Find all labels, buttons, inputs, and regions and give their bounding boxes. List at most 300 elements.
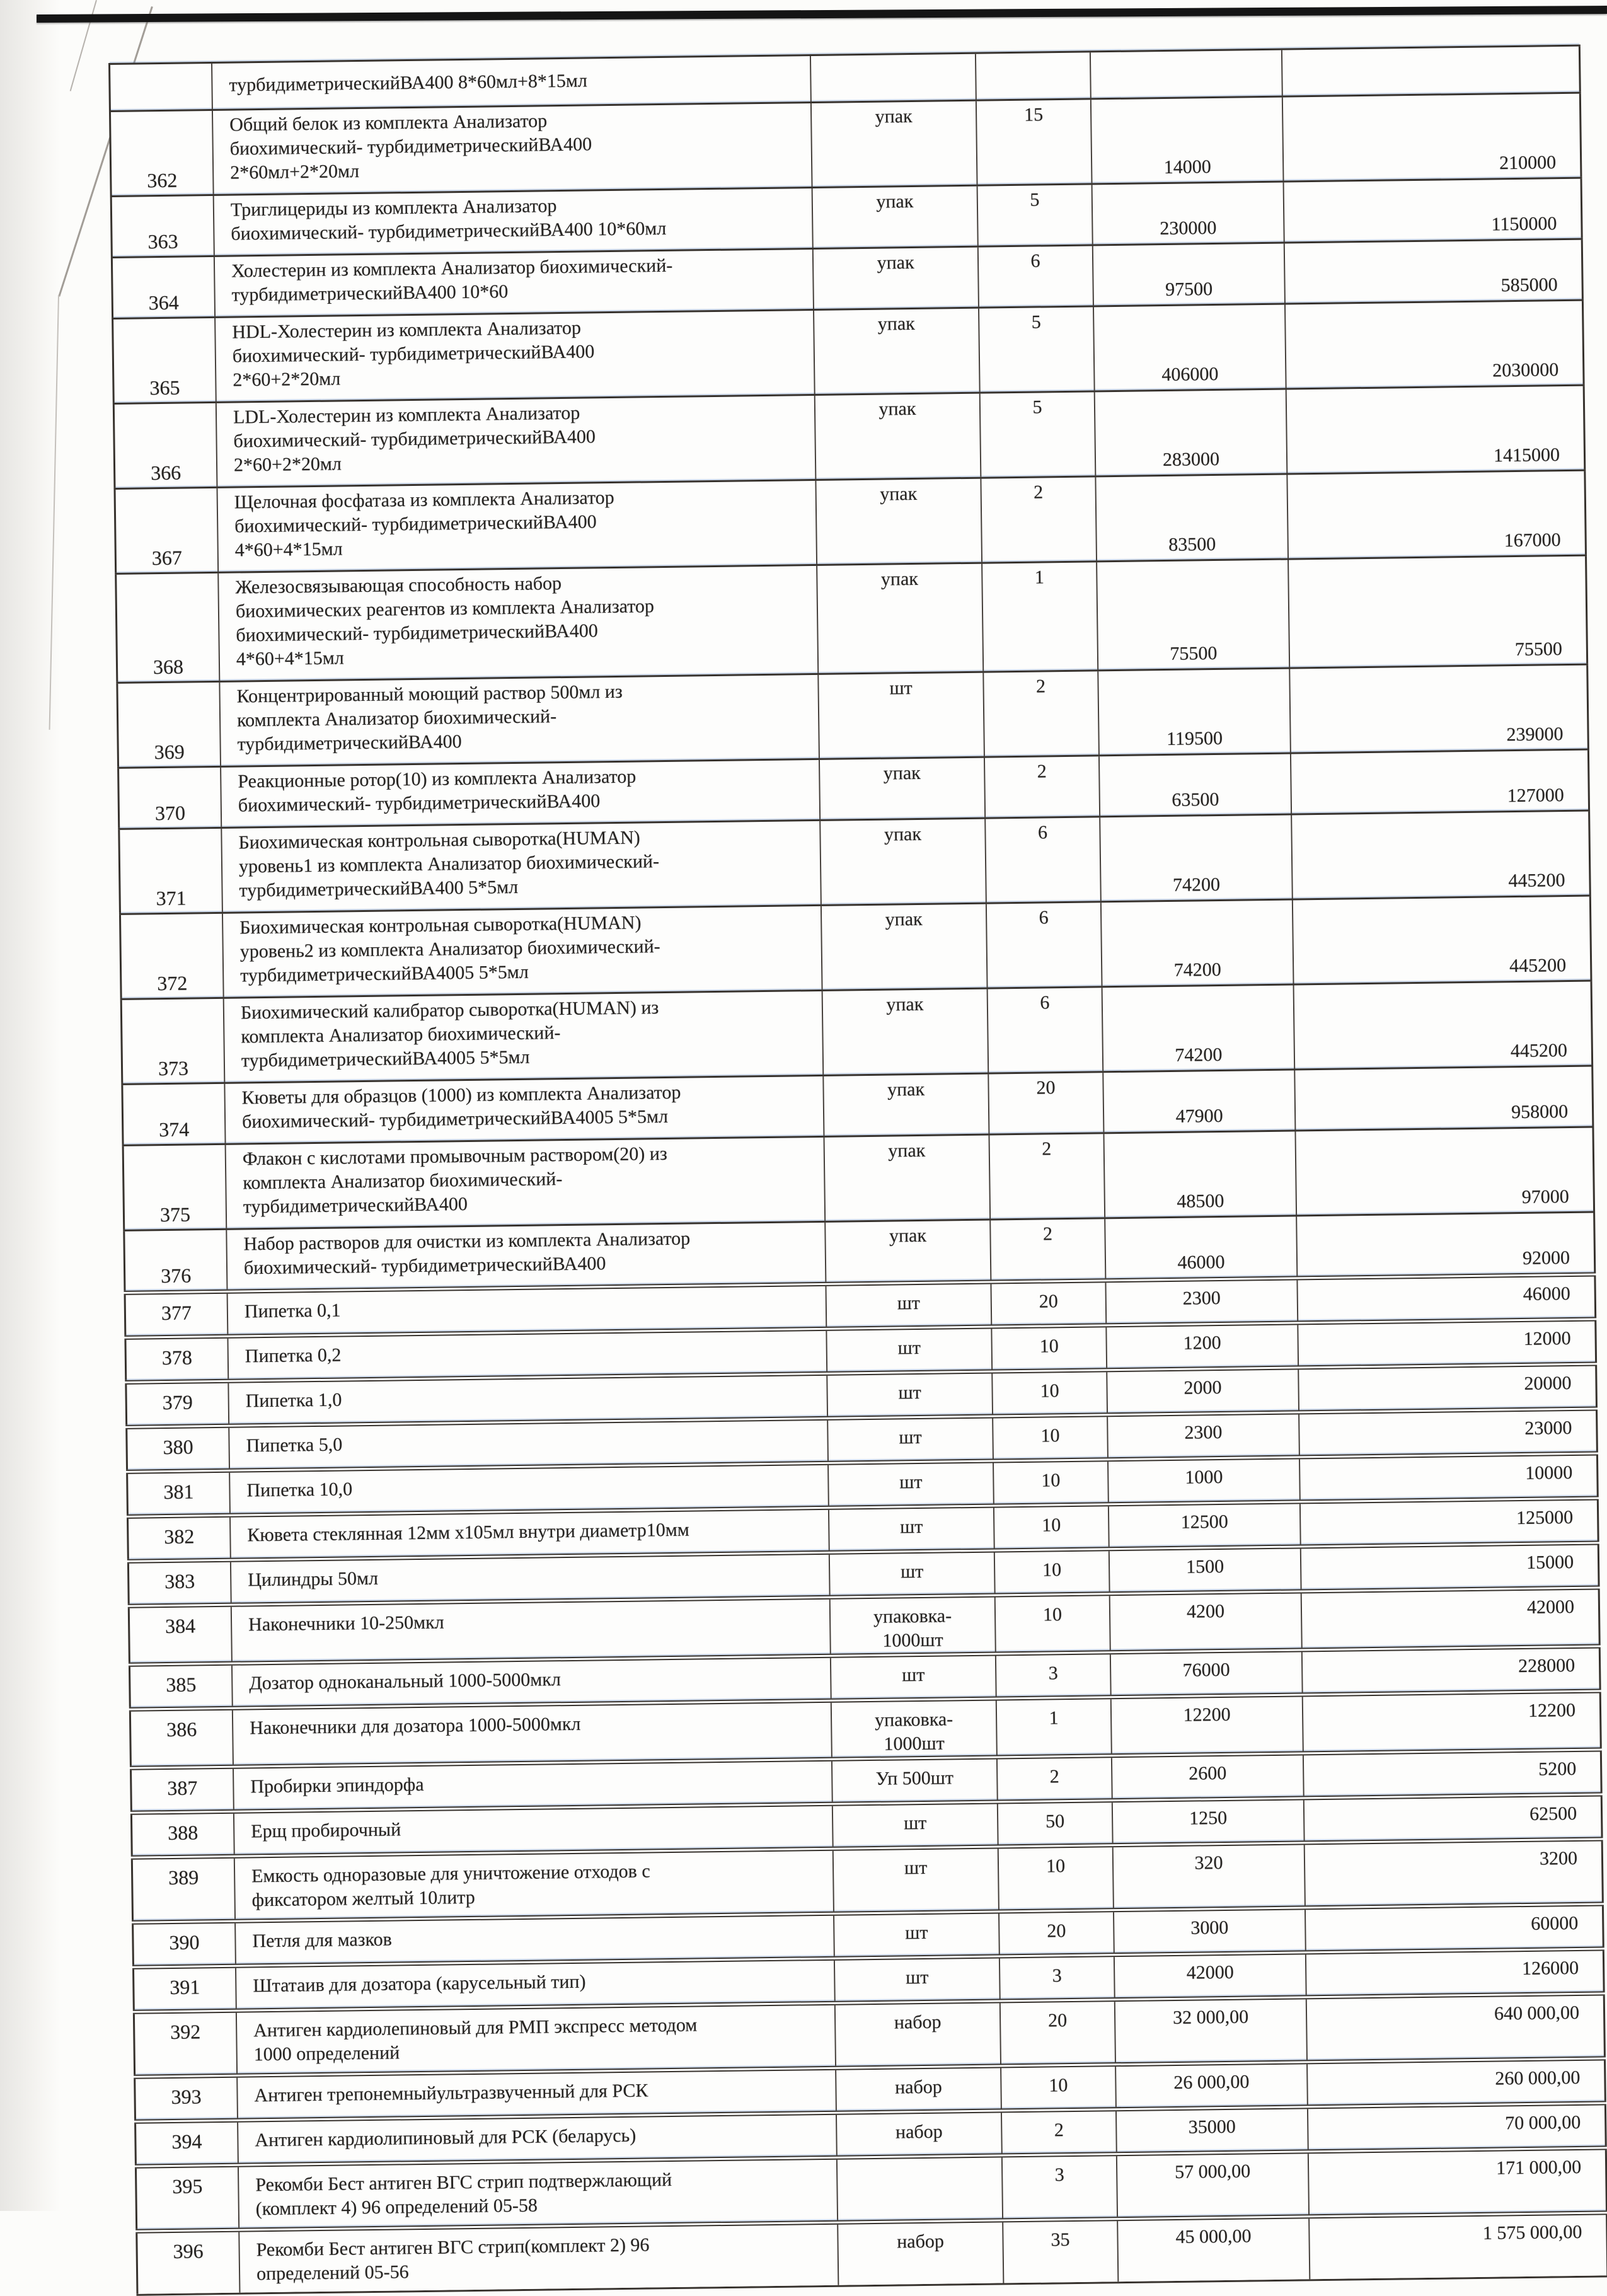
- unit-price-cell: [1110, 1549, 1302, 1591]
- total-price-cell: [1295, 1067, 1594, 1130]
- unit-cell: [834, 1849, 999, 1911]
- row-number-cell: [129, 1666, 233, 1707]
- unit-cell: [832, 1700, 998, 1757]
- total-price-cell: [1291, 751, 1590, 814]
- row-number-cell: [116, 683, 221, 767]
- unit-value: упак: [889, 1221, 926, 1249]
- quantity-cell: [1001, 2002, 1116, 2063]
- unit-price-value: 320: [1194, 1846, 1223, 1876]
- row-number: 394: [171, 2123, 202, 2154]
- quantity-value: 35: [1051, 2222, 1070, 2252]
- total-price-cell: [1305, 1796, 1603, 1840]
- row-number-cell: [135, 2167, 239, 2229]
- row-number-cell: [112, 318, 217, 403]
- unit-price-cell: [1110, 1593, 1303, 1650]
- item-description-cell: [231, 1510, 830, 1558]
- item-description: турбидиметрическийВА400 8*60мл+8*15мл: [212, 59, 592, 109]
- unit-price-cell: [1107, 1370, 1299, 1412]
- item-description: Флакон с кислотами промывочным раствором(20) из комплекта Анализатор биохимический- турбидиметрическийВА400: [226, 1139, 673, 1228]
- item-description: Концентрированный моющий раствор 500мл из комплекта Анализатор биохимический- турбидиметрическийВА400: [220, 678, 628, 766]
- total-price-value: 239000: [1506, 722, 1587, 750]
- unit-cell: [826, 1221, 991, 1282]
- unit-price-value: 74200: [1173, 958, 1221, 985]
- item-description: LDL-Холестерин из комплекта Анализатор биохимический- турбидиметрическийВА400 2*60+2*20мл: [217, 398, 601, 487]
- unit-price-value: 12200: [1183, 1698, 1231, 1728]
- unit-price-cell: [1107, 1325, 1299, 1368]
- total-price-value: 5200: [1538, 1751, 1601, 1781]
- unit-cell: [837, 2113, 1003, 2155]
- item-description-cell: [223, 906, 823, 997]
- row-number-cell: [131, 1859, 236, 1920]
- unit-cell: [815, 394, 982, 479]
- quantity-value: 20: [1048, 2002, 1068, 2033]
- total-price-value: 260 000,00: [1495, 2060, 1604, 2091]
- quantity-cell: [979, 246, 1094, 306]
- unit-price-cell: [1114, 1845, 1306, 1908]
- total-price-value: 23000: [1524, 1411, 1596, 1441]
- quantity-cell: [1001, 2067, 1117, 2108]
- unit-value: шт: [889, 674, 913, 700]
- item-description: Антиген трепонемныйультразвученный для РСК: [238, 2072, 654, 2118]
- quantity-value: 2: [1049, 1758, 1059, 1789]
- quantity-cell: [978, 185, 1093, 245]
- total-price-value: 1150000: [1491, 212, 1581, 239]
- quantity-cell: [996, 1596, 1111, 1651]
- total-price-cell: [1296, 1128, 1595, 1215]
- unit-price-value: 63500: [1172, 788, 1219, 815]
- row-number: 387: [167, 1769, 198, 1800]
- total-price-cell: [1282, 47, 1581, 96]
- unit-price-value: 75500: [1170, 642, 1218, 669]
- item-description: Цилиндры 50мл: [231, 1560, 383, 1603]
- unit-price-cell: [1091, 98, 1284, 183]
- unit-price-cell: [1096, 475, 1289, 561]
- scanner-margin-strip: [0, 0, 60, 2211]
- unit-value: набор: [895, 2069, 942, 2100]
- unit-price-value: 1250: [1189, 1801, 1228, 1831]
- total-price-cell: [1297, 1213, 1596, 1276]
- item-description-cell: [236, 1961, 836, 2009]
- unit-cell: [828, 1419, 994, 1461]
- total-price-cell: [1286, 301, 1585, 388]
- quantity-value: 5: [1031, 308, 1041, 334]
- unit-cell: [811, 54, 977, 101]
- unit-price-value: 406000: [1161, 362, 1219, 389]
- item-description: Пипетка 5,0: [229, 1426, 347, 1468]
- item-description-cell: [219, 566, 819, 681]
- unit-value: упак: [883, 759, 920, 786]
- row-number: 396: [173, 2232, 204, 2263]
- row-number-cell: [111, 257, 216, 318]
- row-number: 389: [168, 1859, 199, 1889]
- unit-value: шт: [902, 1657, 925, 1687]
- quantity-value: 1: [1049, 1700, 1059, 1730]
- item-description-cell: [238, 2070, 837, 2118]
- unit-value: шт: [906, 1959, 929, 1990]
- quantity-cell: [987, 903, 1103, 987]
- item-description: Щелочная фосфатаза из комплекта Анализатор биохимический- турбидиметрическийВА400 4*60+4*15мл: [217, 483, 620, 572]
- row-number-cell: [121, 1084, 226, 1145]
- total-price-value: 585000: [1500, 273, 1582, 301]
- row-number: 367: [152, 546, 183, 573]
- unit-price-value: 1200: [1183, 1326, 1221, 1356]
- total-price-cell: [1290, 666, 1589, 753]
- unit-cell: [827, 1374, 993, 1416]
- unit-price-cell: [1109, 1459, 1301, 1502]
- unit-value: упак: [884, 820, 921, 847]
- unit-cell: [829, 1463, 994, 1506]
- unit-price-cell: [1102, 900, 1294, 986]
- quantity-cell: [1003, 2221, 1119, 2283]
- unit-cell: [814, 248, 979, 309]
- row-number: 363: [147, 229, 178, 257]
- quantity-value: 3: [1048, 1655, 1058, 1685]
- unit-price-cell: [1094, 305, 1287, 391]
- row-number: 373: [158, 1056, 189, 1083]
- row-number: 366: [151, 461, 181, 488]
- unit-cell: [830, 1553, 996, 1595]
- row-number: 391: [170, 1968, 200, 1999]
- unit-price-value: 3000: [1190, 1911, 1229, 1941]
- total-price-value: 125000: [1516, 1501, 1598, 1531]
- unit-cell: [817, 564, 984, 673]
- total-price-cell: [1303, 1648, 1601, 1692]
- quantity-cell: [985, 756, 1100, 817]
- quantity-cell: [996, 1654, 1112, 1696]
- item-description-cell: [212, 56, 812, 109]
- unit-price-cell: [1114, 1910, 1306, 1953]
- item-description: Кюветы для образцов (1000) из комплекта Анализатор биохимический- турбидиметрическийВА4005 5*5мл: [225, 1078, 686, 1143]
- quantity-cell: [993, 1417, 1109, 1458]
- quantity-cell: [1000, 1957, 1115, 1999]
- unit-value: упак: [877, 248, 914, 275]
- unit-price-cell: [1093, 244, 1286, 306]
- unit-cell: [831, 1598, 996, 1654]
- unit-price-cell: [1112, 1755, 1305, 1798]
- item-description: Рекомби Бест антиген ВГС стрип(комплект 2) 96 определений 05-56: [239, 2227, 655, 2292]
- unit-price-cell: [1103, 985, 1296, 1071]
- unit-value: шт: [897, 1330, 921, 1360]
- unit-cell: [825, 1136, 991, 1221]
- unit-value: шт: [904, 1850, 928, 1880]
- unit-value: шт: [897, 1285, 920, 1315]
- unit-price-cell: [1104, 1131, 1297, 1217]
- row-number: 390: [169, 1924, 200, 1954]
- quantity-cell: [986, 817, 1102, 902]
- unit-cell: [814, 309, 981, 394]
- unit-cell: [826, 1284, 992, 1327]
- total-price-cell: [1283, 94, 1582, 181]
- item-description-cell: [217, 481, 817, 572]
- total-price-cell: [1284, 179, 1583, 242]
- quantity-value: 2: [1042, 1134, 1052, 1161]
- quantity-cell: [981, 477, 1097, 562]
- row-number-cell: [130, 1769, 234, 1811]
- row-number: 365: [149, 376, 180, 403]
- unit-value: набор: [897, 2224, 944, 2254]
- quantity-cell: [988, 988, 1104, 1072]
- scanner-edge-bar: [37, 6, 1607, 23]
- quantity-cell: [998, 1758, 1113, 1799]
- row-number: 380: [163, 1428, 193, 1459]
- row-number: 383: [164, 1562, 195, 1593]
- row-number-cell: [110, 196, 215, 257]
- item-description-cell: [228, 1331, 827, 1379]
- item-description-cell: [233, 1703, 832, 1765]
- unit-price-value: 57 000,00: [1175, 2154, 1251, 2184]
- total-price-value: 1415000: [1494, 443, 1584, 471]
- unit-price-value: 83500: [1168, 533, 1216, 560]
- unit-price-value: 283000: [1163, 447, 1220, 475]
- item-description: Реакционные ротор(10) из комплекта Анализатор биохимический- турбидиметрическийВА400: [221, 762, 642, 826]
- row-number-cell: [129, 1710, 234, 1766]
- item-description: Биохимический калибратор сыворотка(HUMAN) из комплекта Анализатор биохимический- турбидиметрическийВА4005 5*5мл: [224, 993, 665, 1082]
- unit-price-value: 1500: [1186, 1550, 1224, 1579]
- item-description-cell: [230, 1465, 829, 1513]
- unit-price-cell: [1115, 1954, 1307, 1997]
- total-price-value: 75500: [1515, 637, 1587, 664]
- item-description-cell: [236, 1916, 835, 1964]
- unit-price-value: 45 000,00: [1175, 2219, 1252, 2249]
- unit-price-cell: [1093, 183, 1285, 245]
- item-description: Кювета стеклянная 12мм х105мл внутри диаметр10мм: [231, 1512, 694, 1558]
- quantity-cell: [993, 1372, 1108, 1414]
- total-price-cell: [1307, 1995, 1606, 2060]
- row-number-cell: [132, 1924, 236, 1965]
- item-description: Емкость одноразовые для уничтожение отходов с фиксатором желтый 10литр: [235, 1853, 656, 1918]
- quantity-value: 10: [1049, 2067, 1068, 2097]
- total-price-value: 62500: [1529, 1796, 1601, 1826]
- item-description: Штатаив для дозатора (карусельный тип): [236, 1964, 591, 2009]
- total-price-value: 640 000,00: [1494, 1995, 1604, 2026]
- quantity-value: 6: [1038, 818, 1048, 845]
- quantity-cell: [979, 307, 1095, 391]
- unit-price-value: 74200: [1175, 1043, 1223, 1070]
- item-description-cell: [231, 1555, 831, 1603]
- item-description: Ерщ пробирочный: [234, 1811, 406, 1854]
- total-price-cell: [1287, 471, 1587, 558]
- quantity-value: 10: [1041, 1462, 1061, 1492]
- unit-price-value: 2300: [1184, 1416, 1223, 1445]
- item-description-cell: [233, 1658, 832, 1706]
- unit-value: шт: [904, 1805, 927, 1835]
- item-description-cell: [235, 1851, 834, 1919]
- total-price-value: 3200: [1540, 1841, 1602, 1871]
- unit-price-value: 26 000,00: [1173, 2065, 1250, 2096]
- row-number: 368: [153, 655, 184, 682]
- total-price-cell: [1294, 982, 1594, 1069]
- unit-price-cell: [1118, 2218, 1310, 2282]
- item-description-cell: [225, 1076, 824, 1143]
- row-number: 392: [170, 2013, 201, 2044]
- unit-cell: [819, 673, 985, 758]
- item-description: Биохимическая контрольная сыворотка(HUMAN) уровень2 из комплекта Анализатор биохимический- турбидиметрическийВА4005 5*5мл: [223, 908, 666, 997]
- row-number: 362: [147, 168, 178, 195]
- item-description: Рекомби Бест антиген ВГС стрип подтвержлающий (комплект 4) 96 определений 05-58: [239, 2162, 677, 2228]
- total-price-cell: [1293, 897, 1593, 984]
- total-price-cell: [1289, 557, 1588, 667]
- row-number-cell: [125, 1428, 230, 1470]
- unit-price-cell: [1091, 50, 1283, 98]
- quantity-cell: [977, 100, 1093, 184]
- total-price-value: 171 000,00: [1496, 2150, 1606, 2180]
- unit-value: шт: [901, 1554, 924, 1584]
- quantity-value: 5: [1030, 185, 1040, 212]
- unit-cell: [827, 1329, 993, 1371]
- item-description: Антиген кардиолепиновый для РМП экспресс методом 1000 определений: [237, 2007, 703, 2073]
- unit-value: упак: [878, 309, 915, 337]
- quantity-value: 2: [1034, 478, 1044, 504]
- quantity-value: 15: [1024, 100, 1044, 127]
- unit-value: упак: [885, 905, 922, 932]
- total-price-value: 228000: [1518, 1648, 1599, 1678]
- unit-cell: [831, 1656, 997, 1698]
- row-number-cell: [113, 403, 218, 488]
- quantity-cell: [989, 1134, 1105, 1218]
- total-price-cell: [1305, 1841, 1604, 1905]
- row-number: 376: [161, 1264, 192, 1291]
- total-price-value: 60000: [1531, 1906, 1603, 1935]
- item-description: Пипетка 0,2: [228, 1337, 346, 1378]
- item-description-cell: [227, 1223, 826, 1289]
- item-description: Дозатор одноканальный 1000-5000мкл: [233, 1661, 566, 1706]
- unit-price-value: 2600: [1189, 1757, 1227, 1786]
- unit-cell: [813, 187, 979, 248]
- unit-value: шт: [899, 1464, 923, 1494]
- row-number-cell: [115, 574, 220, 682]
- total-price-value: 958000: [1511, 1100, 1593, 1128]
- item-description-cell: [214, 188, 814, 255]
- quantity-value: 2: [1037, 757, 1047, 783]
- total-price-cell: [1300, 1455, 1599, 1499]
- quantity-value: 3: [1054, 2157, 1064, 2187]
- item-description: Пробирки эпиндорфа: [234, 1767, 429, 1809]
- quantity-cell: [998, 1803, 1114, 1844]
- unit-value: набор: [896, 2114, 943, 2145]
- unit-price-value: 76000: [1182, 1653, 1230, 1683]
- row-number: 378: [161, 1339, 192, 1370]
- quantity-cell: [999, 1847, 1114, 1909]
- total-price-value: 167000: [1504, 528, 1585, 556]
- quantity-cell: [1003, 2156, 1118, 2218]
- total-price-value: 126000: [1522, 1951, 1603, 1981]
- row-number-cell: [123, 1230, 228, 1291]
- unit-value: Уп 500шт: [875, 1760, 953, 1791]
- total-price-value: 127000: [1507, 783, 1589, 811]
- row-number: 388: [168, 1814, 199, 1845]
- quantity-value: 10: [1040, 1417, 1060, 1448]
- quantity-cell: [995, 1551, 1110, 1593]
- item-description-cell: [234, 1806, 834, 1854]
- quantity-value: 20: [1039, 1283, 1058, 1313]
- total-price-cell: [1306, 1906, 1604, 1950]
- quantity-cell: [976, 52, 1091, 99]
- row-number: 370: [155, 801, 186, 828]
- unit-price-value: 48500: [1177, 1189, 1224, 1216]
- total-price-cell: [1298, 1321, 1597, 1365]
- total-price-cell: [1308, 2105, 1607, 2149]
- unit-cell: [816, 479, 982, 564]
- total-price-cell: [1304, 1751, 1603, 1796]
- item-description-cell: [237, 2005, 836, 2074]
- unit-price-value: 32 000,00: [1173, 2000, 1249, 2031]
- total-price-value: 210000: [1499, 151, 1581, 178]
- row-number: 364: [149, 291, 180, 318]
- unit-price-cell: [1112, 1697, 1304, 1753]
- unit-price-value: 1000: [1185, 1460, 1223, 1490]
- row-number-cell: [132, 1968, 237, 2010]
- quantity-cell: [989, 1073, 1104, 1133]
- item-description: Пипетка 10,0: [230, 1471, 357, 1513]
- unit-price-value: 42000: [1186, 1956, 1234, 1985]
- item-description-cell: [229, 1421, 829, 1468]
- item-description-cell: [216, 311, 815, 401]
- item-description-cell: [234, 1762, 833, 1809]
- total-price-value: 445200: [1509, 954, 1591, 981]
- unit-cell: [835, 1958, 1001, 2000]
- unit-price-value: 230000: [1160, 216, 1217, 243]
- unit-value: шт: [899, 1419, 922, 1450]
- quantity-value: 20: [1036, 1073, 1056, 1100]
- row-number-cell: [119, 914, 224, 998]
- unit-cell: [820, 758, 986, 819]
- quantity-value: 6: [1040, 988, 1050, 1015]
- item-description: Железосвязывающая способность набор биохимических реагентов из комплекта Анализатор биохимический- турбидиметрическийВА400 4*60+4*15мл: [219, 568, 660, 681]
- quantity-cell: [994, 1462, 1109, 1503]
- unit-price-value: 119500: [1166, 727, 1223, 754]
- row-number-cell: [128, 1607, 233, 1663]
- unit-price-value: 46000: [1177, 1250, 1225, 1278]
- unit-price-cell: [1117, 2109, 1309, 2152]
- row-number-cell: [118, 829, 223, 913]
- total-price-cell: [1308, 2060, 1606, 2104]
- row-number-cell: [120, 999, 226, 1083]
- unit-price-value: 12500: [1180, 1505, 1228, 1535]
- quantity-value: 6: [1039, 903, 1049, 930]
- unit-cell: [838, 2222, 1004, 2285]
- row-number-cell: [130, 1814, 235, 1855]
- unit-price-cell: [1116, 2064, 1308, 2107]
- quantity-value: 3: [1052, 1958, 1062, 1988]
- unit-value: упак: [875, 102, 912, 129]
- quantity-value: 5: [1032, 393, 1042, 419]
- quantity-value: 10: [1046, 1848, 1066, 1878]
- total-price-value: 70 000,00: [1505, 2105, 1605, 2135]
- quantity-value: 10: [1042, 1507, 1061, 1537]
- total-price-cell: [1309, 2150, 1607, 2214]
- total-price-value: 97000: [1522, 1185, 1594, 1212]
- quantity-cell: [1002, 2111, 1117, 2153]
- unit-cell: [832, 1759, 998, 1801]
- table-row: [115, 555, 1588, 682]
- total-price-cell: [1301, 1500, 1599, 1544]
- item-description: Общий белок из комплекта Анализатор биохимический- турбидиметрическийВА400 2*60мл+2*20мл: [213, 106, 597, 194]
- unit-cell: [836, 2003, 1001, 2065]
- item-description-cell: [221, 760, 821, 827]
- item-description-cell: [226, 1138, 826, 1228]
- unit-price-cell: [1106, 1280, 1298, 1323]
- unit-price-cell: [1108, 1414, 1300, 1457]
- total-price-cell: [1303, 1693, 1602, 1751]
- total-price-value: 42000: [1527, 1589, 1599, 1619]
- unit-price-cell: [1100, 754, 1292, 816]
- total-price-value: 445200: [1511, 1039, 1592, 1066]
- quantity-value: 2: [1043, 1220, 1053, 1246]
- unit-price-cell: [1111, 1652, 1303, 1695]
- unit-price-cell: [1117, 2154, 1310, 2217]
- total-price-value: 15000: [1526, 1545, 1598, 1574]
- quantity-value: 20: [1047, 1913, 1066, 1943]
